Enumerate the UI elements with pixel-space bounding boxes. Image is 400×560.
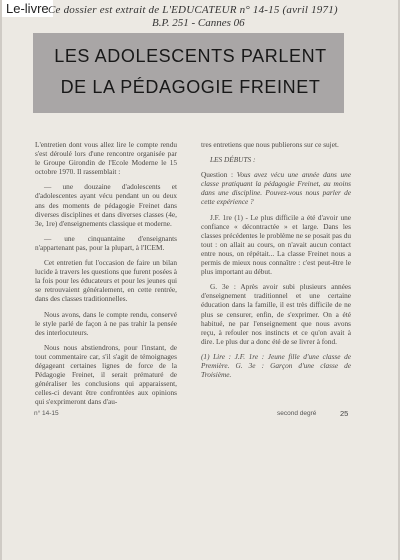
paragraph: Nous avons, dans le compte rendu, conservé le style parlé de façon à ne pas trahir la pensée des interlocuteurs. [35, 309, 177, 337]
question-text: Vous avez vécu une année dans une classe pratiquant la pédagogie Freinet, au moins dans une discipline. Pouvez-vous nous parler de cette expérience ? [201, 170, 351, 207]
footer-section: second degré [277, 410, 317, 417]
paragraph: Cet entretien fut l'occasion de faire un bilan lucide à travers les questions que furent posées à la fois pour les éducateurs et pour les jeunes qui se retrouvaient généralement, en cette rentrée, dans des classes traditionnelles. [35, 258, 177, 304]
header-address: B.P. 251 - Cannes 06 [152, 17, 245, 29]
title-line-2: DE LA PÉDAGOGIE FREINET [60, 77, 321, 97]
answer-paragraph: G. 3e : Après avoir subi plusieurs années d'enseignement traditionnel et une certaine éducation dans la famille, il est très difficile de ne plus se censurer, enfin, de s'exprimer. On a été habitué, ne par l'enseignement que nous avons reçu, à refouler nos instincts et ce qu'on avait à dire. Le plus dur a donc été de se livrer à fond. [201, 282, 351, 346]
paragraph: L'entretien dont vous allez lire le compte rendu s'est déroulé lors d'une rencontre organisée par le Groupe Girondin de l'Ecole Moderne le 15 octobre 1970. Il rassemblait : [35, 140, 177, 177]
paragraph: — une douzaine d'adolescents et d'adolescentes ayant vécu pendant un ou deux ans des moments de pédagogie Freinet dans diverses disciplines et dans diverses classes (4e, 3e, 1re) d'enseignements classique et moderne. [35, 182, 177, 228]
header-source: Ce dossier est extrait de L'EDUCATEUR n° 14-15 (avril 1971) [48, 4, 338, 16]
left-column [35, 140, 177, 412]
title-banner [33, 33, 344, 113]
footnote: (1) Lire : J.F. 1re : Jeune fille d'une classe de Première. G. 3e : Garçon d'une classe de Troisième. [201, 351, 351, 380]
question-label: Question : [201, 170, 234, 180]
footer-issue: n° 14-15 [34, 410, 59, 417]
paragraph: — une cinquantaine d'enseignants n'appartenant pas, pour la plupart, à l'ICEM. [35, 233, 177, 252]
document-page [2, 0, 398, 560]
title-line-1: LES ADOLESCENTS PARLENT [54, 46, 327, 66]
paragraph: Nous nous abstiendrons, pour l'instant, de tout commentaire car, s'il s'agit de témoignages dégageant certaines lignes de force de la Pédagogie Freinet, il serait prématuré de généraliser les conclusions qui apparaissent, celles-ci devant être confrontées aux opinions qui s'exprimeront dans d'au- [35, 342, 177, 407]
question-paragraph [201, 170, 351, 206]
paragraph: tres entretiens que nous publierons sur ce sujet. [201, 140, 339, 149]
section-heading: LES DÉBUTS : [210, 155, 256, 165]
watermark-logo: Le-livre [2, 0, 53, 17]
page-number: 25 [340, 409, 349, 418]
right-column [201, 140, 351, 385]
answer-paragraph: J.F. 1re (1) - Le plus difficile a été d'avoir une confiance « décontractée » et large. Dans les classes précédentes le problème ne se posait pas du tout : on allait au cours, on n'avait aucun contact entre nous, on répétait... La classe Freinet nous a permis de mieux nous connaître : c'est peut-être le plus important au début. [201, 212, 351, 277]
